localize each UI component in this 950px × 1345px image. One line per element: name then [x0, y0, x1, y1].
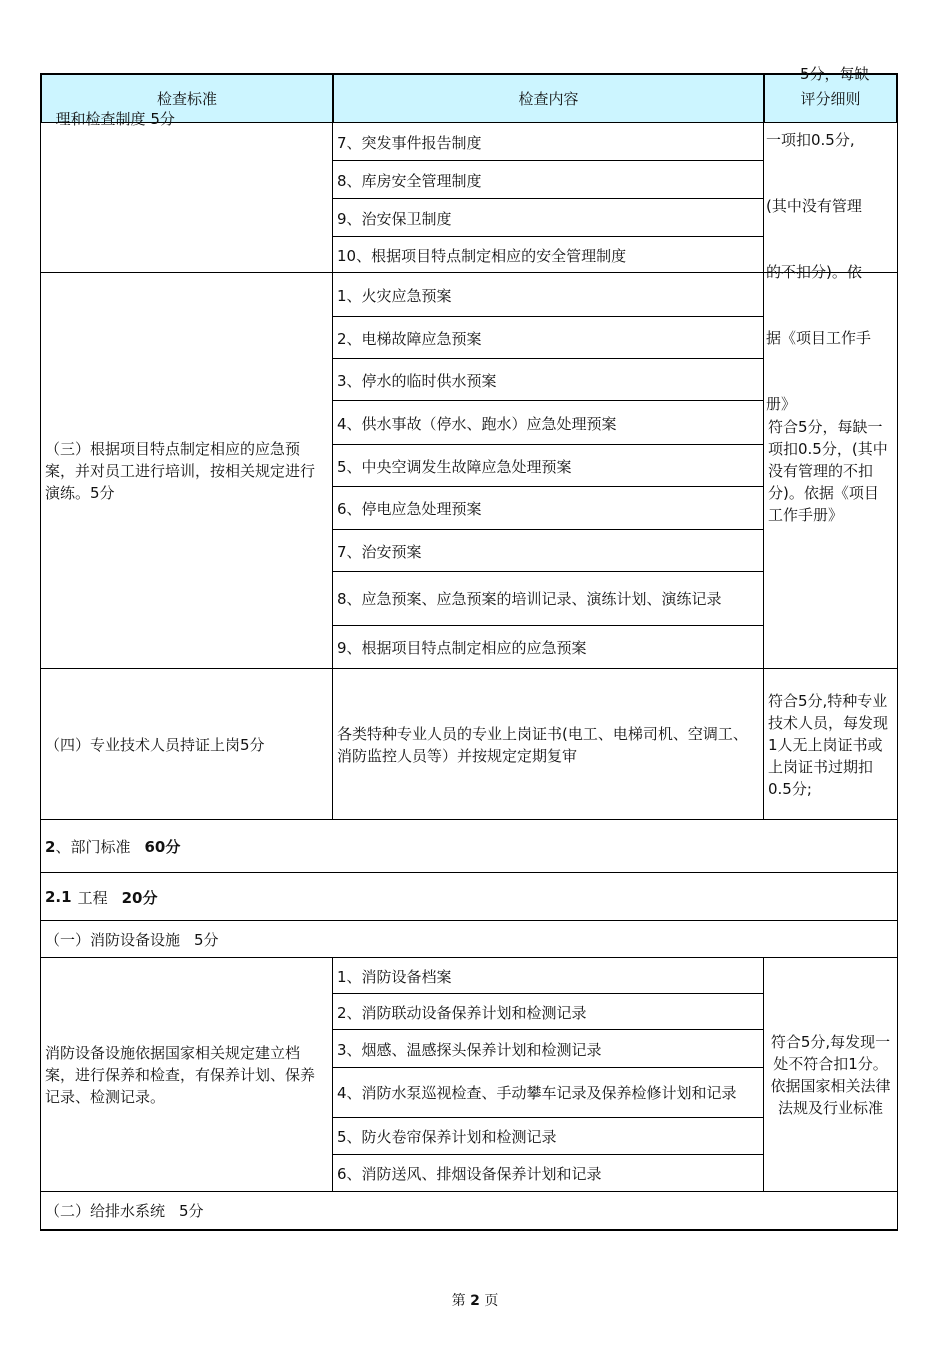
footer-prefix: 第	[451, 1293, 466, 1309]
section-b-item: 8、应急预案、应急预案的培训记录、演练计划、演练记录	[332, 571, 765, 627]
top-note-line: 一项扣0.5分,	[766, 131, 855, 149]
section-d-standard-text: 消防设备设施依据国家相关规定建立档案，进行保养和检查，有保养计划、保养记录、检测记录。	[45, 1044, 316, 1106]
section-d-item: 6、消防送风、排烟设备保养计划和记录	[332, 1154, 765, 1193]
section-b-score-text: 符合5分，每缺一项扣0.5分，(其中没有管理的不扣分)。依据《项目工作手册》	[768, 418, 888, 524]
section-c-content-cell	[332, 668, 765, 821]
fire-equipment-row	[40, 920, 898, 959]
top-note-line: (其中没有管理	[766, 197, 862, 215]
section-d-score-cell	[763, 957, 898, 1193]
section-c-score-text: 符合5分,特种专业技术人员，每发现1人无上岗证书或上岗证书过期扣0.5分;	[768, 691, 889, 798]
section-a-item: 9、治安保卫制度	[332, 198, 765, 238]
section-c-standard-text: （四）专业技术人员持证上岗5分	[45, 735, 265, 754]
engineering-label: 工程	[77, 888, 108, 907]
section-a-item: 10、根据项目特点制定相应的安全管理制度	[332, 236, 765, 274]
section-d-item: 3、烟感、温感探头保养计划和检测记录	[332, 1029, 765, 1069]
fire-equipment-label: （一）消防设备设施	[45, 931, 181, 949]
top-score-note	[766, 19, 871, 437]
dept-standard-row	[40, 819, 898, 874]
header-overlap-text: 理和检查制度 5分	[55, 110, 175, 128]
water-system-row	[40, 1191, 898, 1231]
section-b-standard-text: （三）根据项目特点制定相应的应急预案，并对员工进行培训，按相关规定进行演练。5分	[45, 440, 316, 502]
section-b-item: 6、停电应急处理预案	[332, 486, 765, 531]
section-d-score-text: 符合5分,每发现一处不符合扣1分。依据国家相关法律法规及行业标准	[770, 1033, 891, 1117]
header-content-label: 检查内容	[518, 90, 579, 108]
page-footer	[0, 1290, 950, 1310]
section-b-item: 7、治安预案	[332, 529, 765, 573]
section-d-item: 1、消防设备档案	[332, 957, 765, 995]
top-note-line: 5分，每缺	[800, 65, 870, 83]
section-d-item: 5、防火卷帘保养计划和检测记录	[332, 1117, 765, 1156]
dept-standard-num: 2	[45, 837, 56, 856]
section-b-standard-cell	[40, 272, 334, 670]
section-c-content-text: 各类特种专业人员的专业上岗证书(电工、电梯司机、空调工、消防监控人员等）并按规定定期复审	[337, 724, 748, 765]
engineering-points: 20分	[121, 888, 158, 907]
engineering-row	[40, 872, 898, 922]
footer-suffix: 页	[484, 1293, 499, 1309]
section-b-item: 3、停水的临时供水预案	[332, 358, 765, 402]
footer-page-number: 2	[470, 1293, 480, 1309]
top-note-line: 的不扣分)。依	[766, 263, 862, 281]
section-b-item: 2、电梯故障应急预案	[332, 316, 765, 360]
section-b-item: 4、供水事故（停水、跑水）应急处理预案	[332, 400, 765, 446]
header-standard-label: 检查标准	[156, 90, 217, 108]
water-system-label: （二）给排水系统	[45, 1202, 166, 1220]
section-a-item: 7、突发事件报告制度	[332, 122, 765, 162]
section-d-item: 4、消防水泵巡视检查、手动攀车记录及保养检修计划和记录	[332, 1067, 765, 1119]
section-b-item: 1、火灾应急预案	[332, 272, 765, 318]
top-note-line: 册》	[766, 395, 797, 413]
dept-standard-label: 、部门标准	[55, 838, 131, 856]
section-a-item: 8、库房安全管理制度	[332, 160, 765, 200]
top-note-line: 据《项目工作手	[766, 329, 872, 347]
section-d-item: 2、消防联动设备保养计划和检测记录	[332, 993, 765, 1031]
section-b-item: 9、根据项目特点制定相应的应急预案	[332, 625, 765, 670]
section-c-standard-cell	[40, 668, 334, 821]
fire-equipment-points: 5分	[194, 931, 219, 949]
section-b-item: 5、中央空调发生故障应急处理预案	[332, 444, 765, 488]
water-system-points: 5分	[179, 1202, 204, 1220]
dept-standard-points: 60分	[144, 838, 181, 856]
section-a-standard-cell	[40, 122, 334, 274]
header-score-label: 评分细则	[800, 90, 861, 108]
engineering-num: 2.1	[45, 888, 72, 906]
section-d-standard-cell	[40, 957, 334, 1193]
header-content-cell	[332, 73, 765, 124]
section-c-score-cell	[763, 668, 898, 821]
